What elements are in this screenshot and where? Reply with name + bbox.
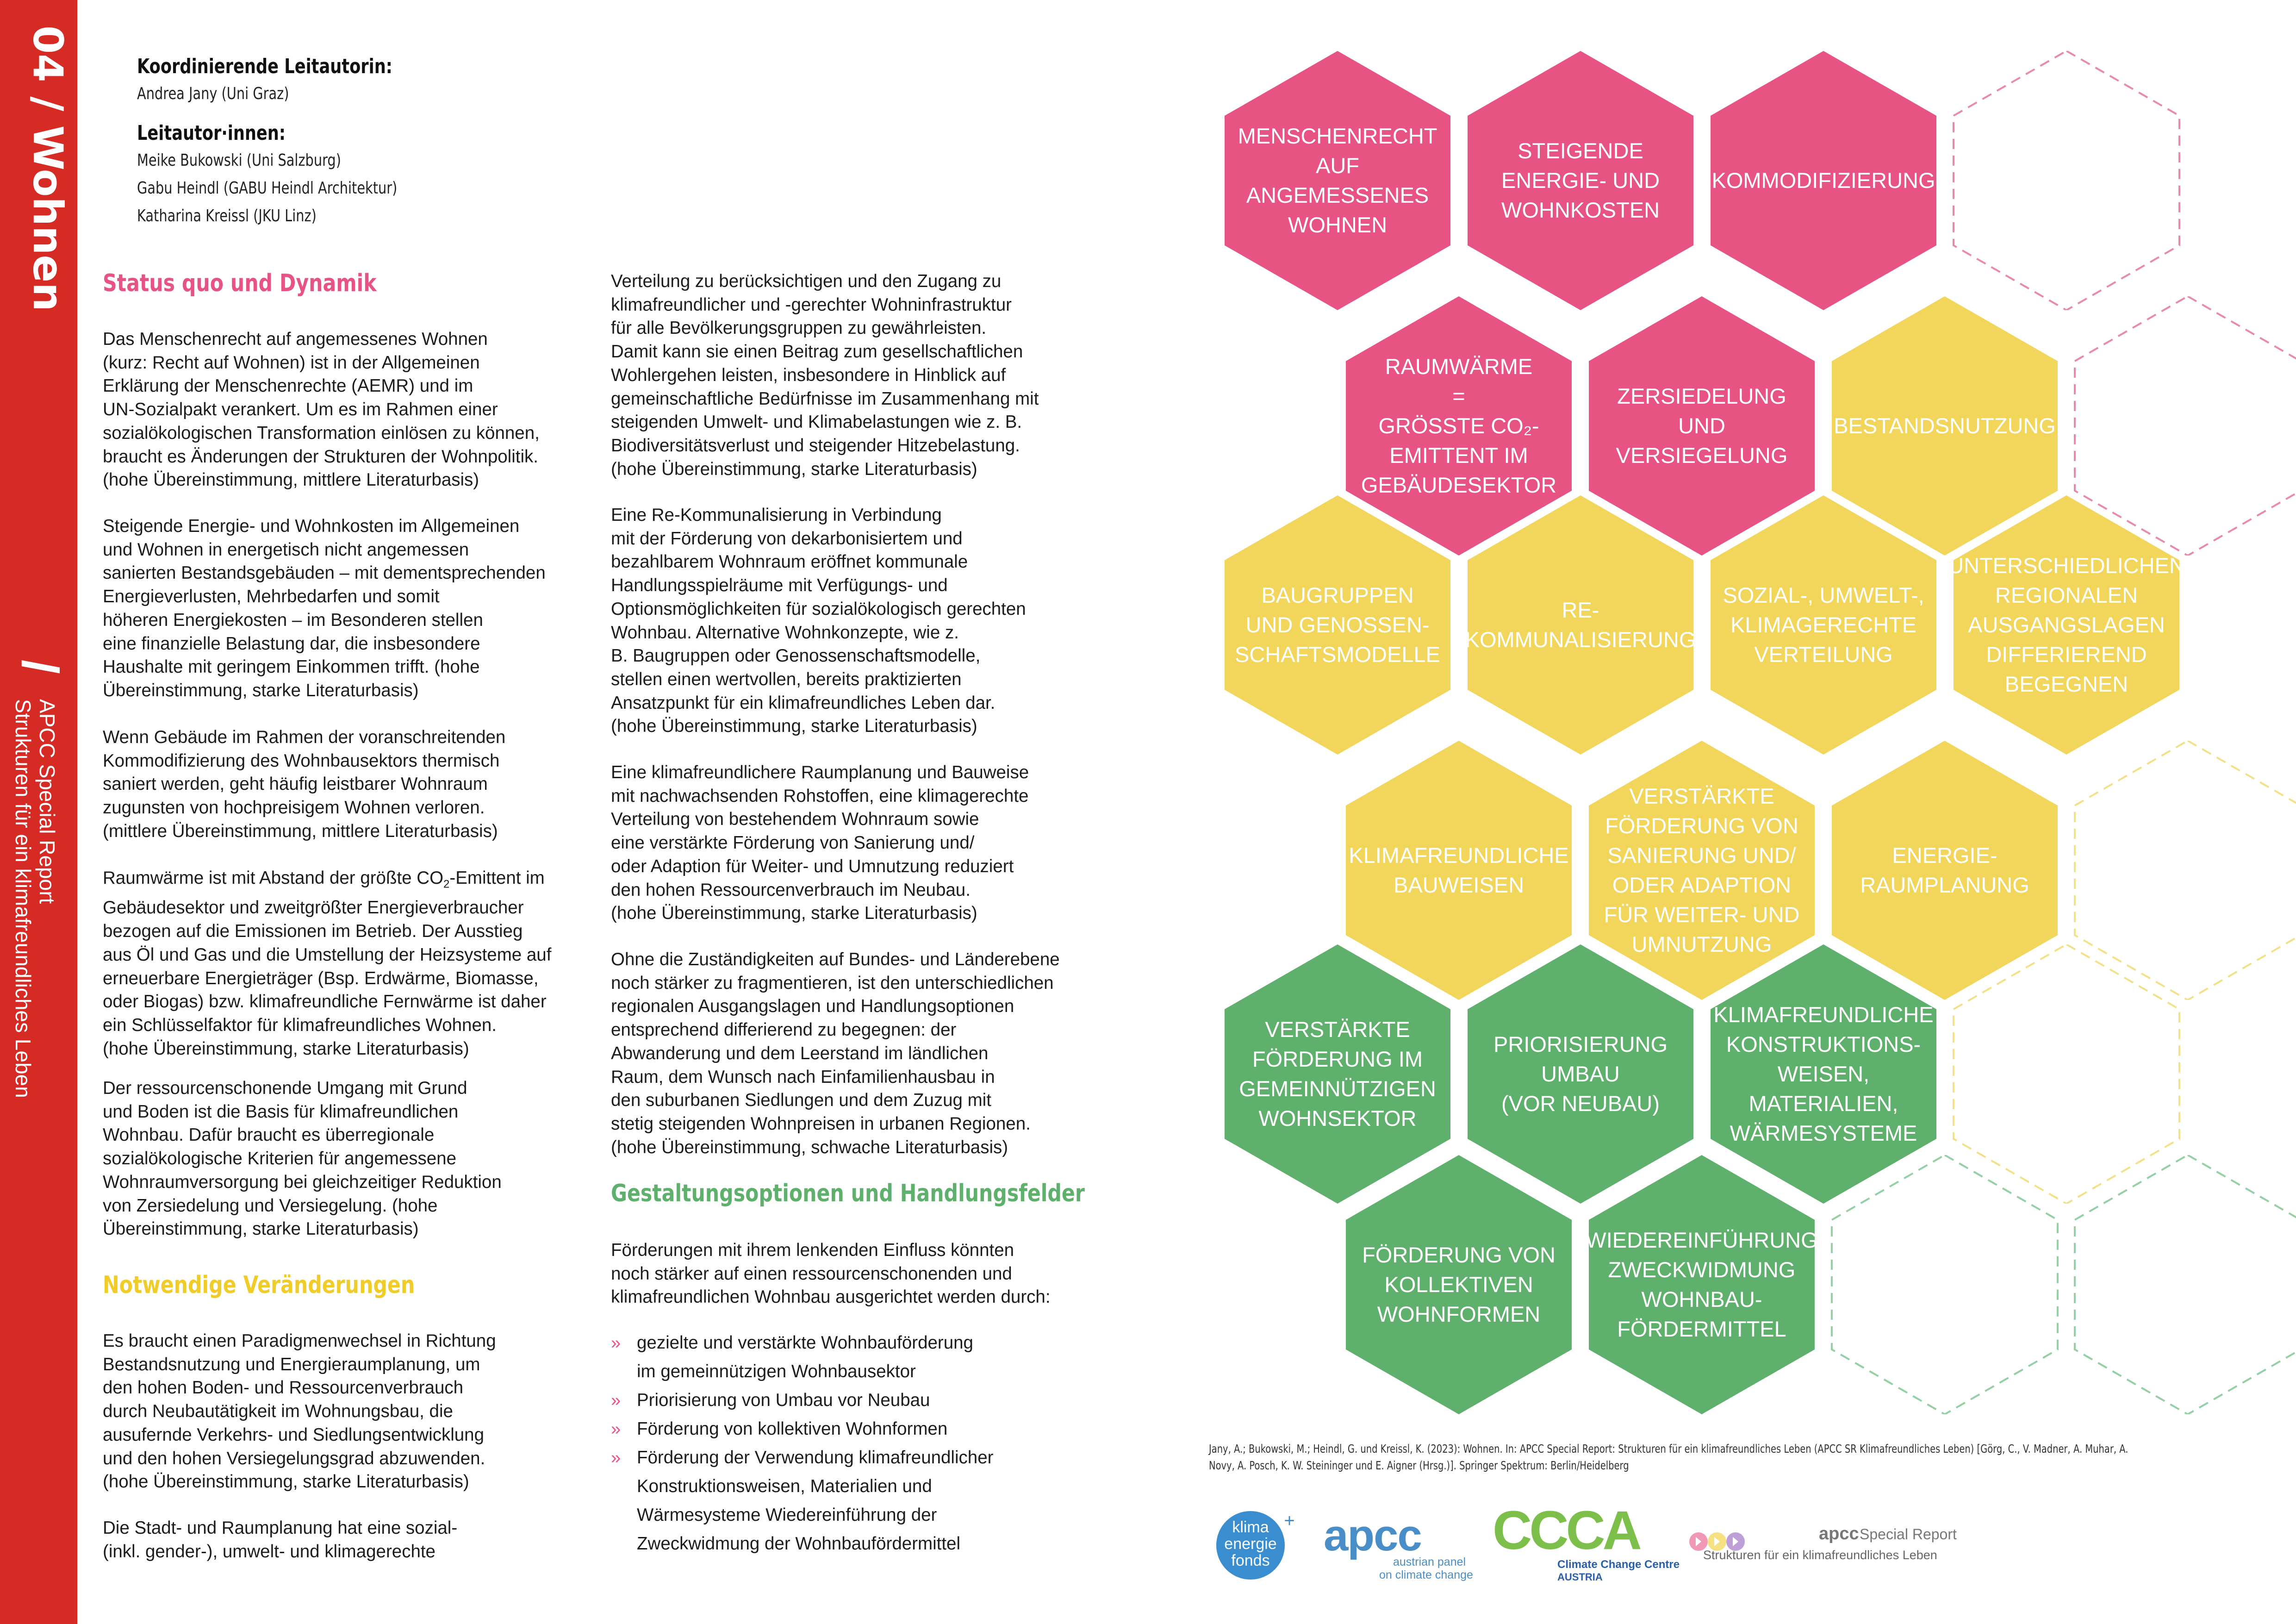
- hexagon-tile: [1222, 51, 1453, 310]
- paragraph: Eine Re-Kommunalisierung in Verbindung mit der Förderung von dekarbonisiertem und bezahlbarem Wohnraum eröffnet kommunale Handlungsspielräume mit Verfügungs- und Optionsmöglichkeiten für sozialökologisch gerechten Wohnbau. Alternative Wohnkonzepte, wie z. B. Baugruppen oder Genossenschaftsmodelle, stellen einen wertvollen, bereits praktizierten Ansatzpunkt für ein klimafreundliches Leben dar. (hohe Übereinstimmung, starke Literaturbasis): [611, 505, 1026, 737]
- bullet-text: Förderung der Verwendung klimafreundlicher Konstruktionsweisen, Materialien und Wärmesysteme Wiedereinführung der Zweckwidmung der Wohnbaufördermittel: [637, 1448, 994, 1554]
- logo-text: energie: [1224, 1535, 1277, 1553]
- klimafonds-logo: [1210, 1504, 1298, 1587]
- paragraph: Verteilung zu berücksichtigen und den Zugang zu klimafreundlicher und -gerechter Wohninfrastruktur für alle Bevölkerungsgruppen zu gewährleisten. Damit kann sie einen Beitrag zum gesellschaftlichen Wohlergehen leisten, insbesondere in Hinblick auf gemeinschaftliche Bedürfnisse im Zusammenhang mit steigenden Umwelt- und Klimabelastungen wie z. B. Biodiversitätsverlust und steigender Hitzebelastung. (hohe Übereinstimmung, starke Literaturbasis): [611, 271, 1039, 479]
- section-heading-options: Gestaltungsoptionen und Handlungsfelder: [611, 1180, 1085, 1207]
- lead-author-name: Katharina Kreissl (JKU Linz): [137, 206, 317, 225]
- chapter-title: 04 / Wohnen: [24, 25, 72, 312]
- hexagon-label: ENERGIE- RAUMPLANUNG: [1860, 843, 2029, 897]
- report-line-1: APCC Special Report: [35, 699, 59, 904]
- hexagon-label: KLIMAFREUNDLICHE KONSTRUKTIONS- WEISEN, MATERIALIEN, WÄRMESYSTEME: [1713, 1002, 1934, 1145]
- coordinating-author-heading: Koordinierende Leitautorin:: [137, 55, 392, 78]
- paragraph: Die Stadt- und Raumplanung hat eine sozial- (inkl. gender-), umwelt- und klimagerechte: [103, 1518, 458, 1562]
- hexagon-label: RE- KOMMUNALISIERUNG: [1465, 598, 1696, 652]
- text-run: Gebäudesektor und zweitgrößter Energieverbraucher bezogen auf die Emissionen im Betrieb. Der Ausstieg aus Öl und Gas und die Umstellung der Heizsysteme auf erneuerbare Energieträger (Bsp. Erdwärme, Biomasse, oder Biogas) bzw. klimafreundliche Fernwärme ist daher ein Schlüsselfaktor für klimafreundliches Wohnen. (hohe Übereinstimmung, starke Literaturbasis): [103, 898, 552, 1059]
- ccca-wordmark: CCCA: [1493, 1500, 1639, 1561]
- bullet-text: Priorisierung von Umbau vor Neubau: [637, 1390, 930, 1410]
- hexagon-tile: [1948, 495, 2185, 755]
- hexagon-label: PRIORISIERUNG UMBAU (VOR NEUBAU): [1493, 1032, 1668, 1116]
- paragraph: Der ressourcenschonende Umgang mit Grund und Boden ist die Basis für klimafreundlichen Wohnbau. Dafür braucht es überregionale sozialökologische Kriterien für angemessene Wohnraumversorgung bei gleichzeitiger Reduktion von Zersiedelung und Versiegelung. (hohe Übereinstimmung, starke Literaturbasis): [103, 1078, 502, 1239]
- hexagon-label: FÖRDERUNG VON KOLLEKTIVEN WOHNFORMEN: [1362, 1243, 1556, 1326]
- hexagon-tile: [1343, 1155, 1574, 1414]
- hexagon-shape: [1829, 1155, 2060, 1414]
- hexagon-label: STEIGENDE ENERGIE- UND WOHNKOSTEN: [1501, 138, 1660, 222]
- empty-hexagon-placeholder: [1829, 1155, 2060, 1414]
- hexagon-tile: [1708, 495, 1939, 755]
- logo-plus: +: [1284, 1511, 1295, 1531]
- paragraph: Wenn Gebäude im Rahmen der voranschreitenden Kommodifizierung des Wohnbausektors thermisch saniert werden, geht häufig leistbarer Wohnraum zugunsten von hochpreisigem Wohnen verloren. (mittlere Übereinstimmung, mittlere Literaturbasis): [103, 727, 506, 841]
- apcc-subline: austrian panel: [1393, 1555, 1466, 1568]
- ccca-subline: Climate Change Centre: [1557, 1558, 1680, 1571]
- special-report-logo: [1703, 1524, 1990, 1584]
- text-run: Raumwärme ist mit Abstand der größte CO: [103, 868, 444, 888]
- hexagon-polygon: [1832, 1155, 2058, 1414]
- hexagon-label: SOZIAL-, UMWELT-, KLIMAGERECHTE VERTEILUNG: [1723, 583, 1924, 667]
- hexagon-shape: [2072, 1155, 2296, 1414]
- paragraph: Steigende Energie- und Wohnkosten im Allgemeinen und Wohnen in energetisch nicht angemessen sanierten Bestandsgebäuden – mit dementsprechenden Energieverlusten, Mehrbedarfen und somit höheren Energiekosten – im Besonderen stellen eine finanzielle Belastung dar, die insbesondere Haushalte mit geringem Einkommen trifft. (hohe Übereinstimmung, starke Literaturbasis): [103, 516, 546, 700]
- hexagon-tile: [1586, 1155, 1817, 1414]
- lead-author-name: Gabu Heindl (GABU Heindl Architektur): [137, 179, 398, 198]
- hexagon-label: ZERSIEDELUNG UND VERSIEGELUNG: [1616, 384, 1788, 468]
- hexagon-tile: [1222, 495, 1453, 755]
- ccca-subline: AUSTRIA: [1557, 1571, 1603, 1583]
- ccca-logo: [1493, 1499, 1687, 1587]
- hexagon-tile: [1465, 51, 1696, 310]
- empty-hexagon-placeholder: [2072, 1155, 2296, 1414]
- bullet-marker: »: [611, 1448, 621, 1468]
- hexagon-polygon: [2075, 1155, 2296, 1414]
- lead-authors-heading: Leitautor·innen:: [137, 121, 286, 145]
- empty-hexagon-placeholder: [1951, 51, 2182, 310]
- apcc-logo: [1324, 1510, 1472, 1584]
- apcc-subline: on climate change: [1379, 1568, 1473, 1581]
- sr-brand: apcc: [1819, 1524, 1859, 1543]
- logo-text: klima: [1232, 1518, 1269, 1536]
- hexagon-label: WIEDEREINFÜHRUNG ZWECKWIDMUNG WOHNBAU- FÖRDERMITTEL: [1586, 1228, 1818, 1341]
- paragraph: Ohne die Zuständigkeiten auf Bundes- und Länderebene noch stärker zu fragmentieren, ist den unterschiedlichen regionalen Ausgangslagen und Handlungsoptionen entsprechend differierend zu begegnen: der Abwanderung und dem Leerstand im ländlichen Raum, dem Wunsch nach Einfamilienhausbau in den suburbanen Siedlungen und dem Zuzug mit stetig steigenden Wohnpreisen in urbanen Regionen. (hohe Übereinstimmung, schwache Literaturbasis): [611, 949, 1060, 1157]
- hexagon-label: KOMMODIFIZIERUNG: [1711, 168, 1935, 193]
- hexagon-polygon: [1954, 51, 2179, 310]
- coordinating-author-name: Andrea Jany (Uni Graz): [137, 84, 289, 103]
- section-heading-status: Status quo und Dynamik: [103, 269, 377, 297]
- bullet-marker: »: [611, 1419, 621, 1439]
- sidebar-slash: /: [12, 660, 68, 674]
- hexagon-label: VERSTÄRKTE FÖRDERUNG VON SANIERUNG UND/ ODER ADAPTION FÜR WEITER- UND UMNUTZUNG: [1604, 784, 1800, 956]
- text-run: -Emittent im: [449, 868, 545, 888]
- hexagon-label: KLIMAFREUNDLICHE BAUWEISEN: [1349, 843, 1569, 897]
- apcc-wordmark: apcc: [1324, 1511, 1421, 1560]
- hexagon-label: VERSTÄRKTE FÖRDERUNG IM GEMEINNÜTZIGEN WOHNSEKTOR: [1239, 1017, 1436, 1131]
- paragraph: Förderungen mit ihrem lenkenden Einfluss könnten noch stärker auf einen ressourcenschonenden und klimafreundlichen Wohnbau ausgerichtet werden durch:: [611, 1240, 1051, 1307]
- lead-author-name: Meike Bukowski (Uni Salzburg): [137, 151, 341, 170]
- bullet-text: gezielte und verstärkte Wohnbauförderung im gemeinnützigen Wohnbausektor: [637, 1333, 973, 1381]
- hexagon-label: MENSCHENRECHT AUF ANGEMESSENES WOHNEN: [1238, 124, 1437, 237]
- report-line-2: Strukturen für ein klimafreundliches Leben: [11, 699, 35, 1098]
- bullet-text: Förderung von kollektiven Wohnformen: [637, 1419, 948, 1439]
- klimafonds-logo-graphic: [1210, 1504, 1298, 1587]
- hexagon-tile: [1708, 51, 1939, 310]
- bullet-marker: »: [611, 1391, 621, 1410]
- sr-title: Special Report: [1860, 1526, 1957, 1543]
- bullet-marker: »: [611, 1333, 621, 1353]
- hexagon-shape: [1951, 51, 2182, 310]
- hexagon-tile: [1465, 495, 1696, 755]
- hexagon-label: RAUMWÄRME = GRÖSSTE CO₂- EMITTENT IM GEBÄUDESEKTOR: [1361, 354, 1557, 497]
- hexagon-label: BESTANDSNUTZUNG: [1834, 413, 2056, 438]
- section-heading-changes: Notwendige Veränderungen: [103, 1271, 415, 1299]
- hexagon-label: BAUGRUPPEN UND GENOSSEN- SCHAFTSMODELLE: [1235, 583, 1440, 667]
- paragraph: Eine klimafreundlichere Raumplanung und Bauweise mit nachwachsenden Rohstoffen, eine klimagerechte Verteilung von bestehendem Wohnraum sowie eine verstärkte Förderung von Sanierung und/ oder Adaption für Weiter- und Umnutzung reduziert den hohen Ressourcenverbrauch im Neubau. (hohe Übereinstimmung, starke Literaturbasis): [611, 762, 1029, 924]
- paragraph: Es braucht einen Paradigmenwechsel in Richtung Bestandsnutzung und Energieraumplanung, um den hohen Boden- und Ressourcenverbrauch durch Neubautätigkeit im Wohnungsbau, die ausufernde Verkehrs- und Siedlungsentwicklung und den hohen Versiegelungsgrad abzuwenden. (hohe Übereinstimmung, starke Literaturbasis): [103, 1331, 496, 1492]
- paragraph: Das Menschenrecht auf angemessenes Wohnen (kurz: Recht auf Wohnen) ist in der Allgemeinen Erklärung der Menschenrechte (AEMR) und im UN-Sozialpakt verankert. Um es im Rahmen einer sozialökologischen Transformation einlösen zu können, braucht es Änderungen der Strukturen der Wohnpolitik. (hohe Übereinstimmung, mittlere Literaturbasis): [103, 329, 540, 490]
- citation: Jany, A.; Bukowski, M.; Heindl, G. und Kreissl, K. (2023): Wohnen. In: APCC Special Report: Strukturen für ein klimafreundliches Leben (APCC SR Klimafreundliches Leben) [Görg, C., V. Madner, A. Muhar, A. Novy, A. Posch, K. W. Steininger und E. Aigner (Hrsg.)]. Springer Spektrum: Berlin/Heidelberg: [1209, 1442, 2128, 1472]
- subscript: 2: [443, 878, 450, 891]
- hexagon-label: UNTERSCHIEDLICHEN REGIONALEN AUSGANGSLAGEN DIFFERIEREND BEGEGNEN: [1948, 553, 2185, 696]
- sr-subtitle: Strukturen für ein klimafreundliches Leben: [1703, 1548, 1937, 1562]
- logo-text: fonds: [1231, 1552, 1270, 1569]
